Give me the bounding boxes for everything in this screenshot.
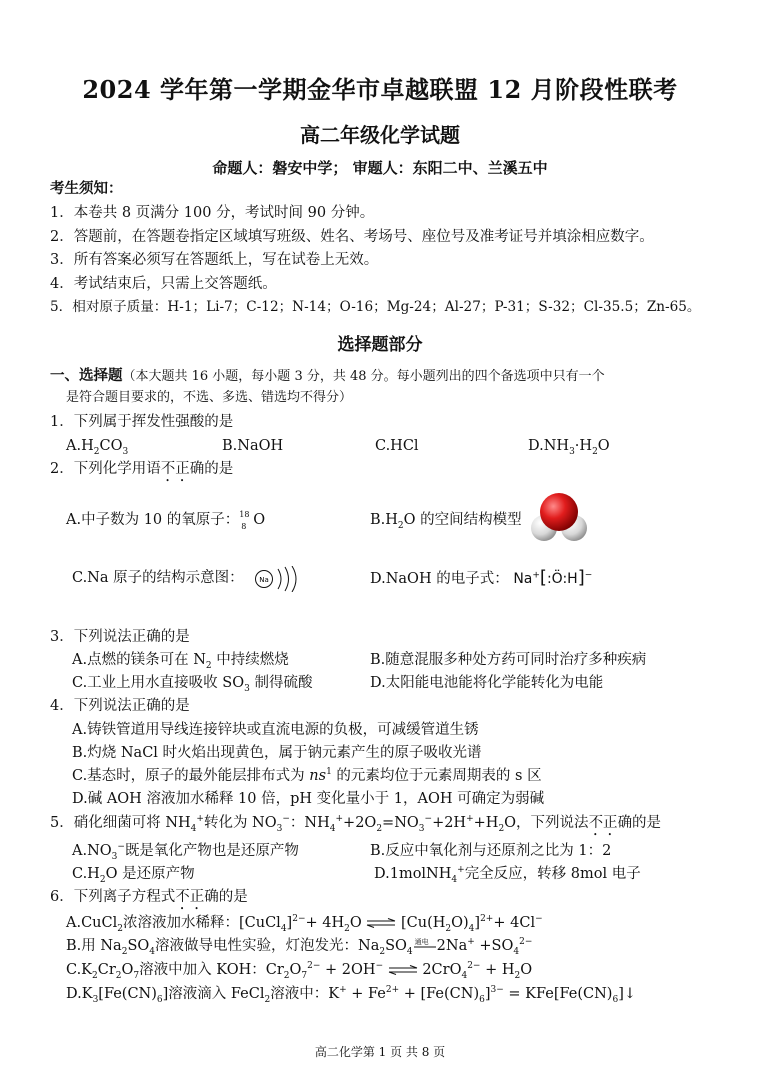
q6-option-b: B.用 $Na_2SO_4$溶液做导电性实验，灯泡发光：$Na_2SO_4$ 通电 $2Na^+ +SO_4^{2-}$ — [66, 937, 533, 957]
water-molecule-model-icon — [528, 490, 590, 546]
notice-item-1: 1．本卷共 8 页满分 100 分，考试时间 90 分钟。 — [50, 205, 375, 221]
q4-option-c: C.基态时，原子的最外能层排布式为 $ns^1$ 的元素均位于元素周期表的 s 区 — [72, 767, 542, 784]
q2-option-b: $B.H_2O$ 的空间结构模型 — [370, 512, 522, 531]
notice-item-3: 3．所有答案必须写在答题纸上，写在试卷上无效。 — [50, 252, 379, 268]
part-description: 一、选择题（本大题共 16 小题，每小题 3 分，共 48 分。每小题列出的四个备选项中只有一个 — [50, 367, 605, 384]
q1-option-d: $D.NH_3\cdot H_2O$ — [528, 438, 610, 457]
q5-option-a: $A.NO_3^-$既是氧化产物也是还原产物 — [72, 842, 299, 862]
notice-item-5: 5．相对原子质量：H-1；Li-7；C-12；N-14；O-16；Mg-24；Al-27；P-31；S-32；Cl-35.5；Zn-65。 — [50, 299, 701, 315]
q3-option-a: A.点燃的镁条可在 $N_2$ 中持续燃烧 — [72, 652, 289, 671]
section-heading: 选择题部分 — [337, 335, 423, 355]
q2-stem: 2．下列化学用语不正确的是 — [50, 461, 234, 477]
notice-item-2: 2．答题前，在答题卷指定区域填写班级、姓名、考场号、座位号及准考证号并填涂相应数字。 — [50, 229, 654, 245]
q6-option-a: A.CuCl$_2$浓溶液加水稀释：[CuCl$_4$]$^{2-}$+ $4H_2O$ $[Cu(H_2O)_4]^{2+}+ 4Cl^-$ — [66, 914, 543, 934]
q1-stem: 1．下列属于挥发性强酸的是 — [50, 414, 234, 430]
q4-stem: 4．下列说法正确的是 — [50, 698, 190, 714]
q3-option-b: B.随意混服多种处方药可同时治疗多种疾病 — [370, 652, 647, 668]
notice-label: 考生须知： — [50, 180, 123, 197]
q3-option-c: C.工业上用水直接吸收 $SO_3$ 制得硫酸 — [72, 675, 313, 694]
part-description-2: 是符合题目要求的，不选、多选、错选均不得分） — [66, 390, 353, 405]
equilibrium-arrow-icon — [366, 918, 396, 928]
q1-option-b: B.NaOH — [222, 438, 284, 454]
reaction-arrow-icon — [413, 939, 437, 953]
q4-option-d: D.碱 AOH 溶液加水稀释 10 倍，pH 变化量小于 1，AOH 可确定为弱碱 — [72, 791, 545, 807]
q5-option-d: D.1molNH$_4$+完全反应，转移 8mol 电子 — [374, 865, 641, 885]
q5-stem: 5．硝化细菌可将 $NH_4^+$转化为 $NO_3^-$：$NH_4^++2O_2=NO_3^-+2H^++H_2O$，下列说法不正确的是 — [50, 814, 662, 834]
q6-stem: 6．下列离子方程式不正确的是 — [50, 889, 248, 905]
exam-title: 2024 学年第一学期金华市卓越联盟 12 月阶段性联考 — [82, 75, 678, 104]
q5-option-b: B.反应中氧化剂与还原剂之比为 1：2 — [370, 843, 612, 859]
q1-option-a: $A.H_2CO_3$ — [66, 438, 129, 457]
part-label: 一、选择题 — [50, 367, 123, 384]
electron-formula: Na+[:Ö:H]− — [513, 567, 593, 588]
authors-line: 命题人：磐安中学； 审题人：东阳二中、兰溪五中 — [212, 159, 548, 177]
sodium-atom-diagram-icon — [254, 566, 304, 592]
q3-option-d: D.太阳能电池能将化学能转化为电能 — [370, 675, 604, 691]
q1-option-c: C.HCl — [375, 438, 419, 454]
notice-item-4: 4．考试结束后，只需上交答题纸。 — [50, 276, 277, 292]
q2-option-d: D.NaOH 的电子式： Na+[:Ö:H]− — [370, 567, 593, 588]
page-footer: 高二化学第 1 页 共 8 页 — [314, 1045, 446, 1059]
equilibrium-arrow-icon — [388, 965, 418, 975]
q6-option-c: $C.K_2Cr_2O_7$溶液中加入 KOH：$Cr_2O_7^{2-} + 2OH^-$ $2CrO_4^{2-} + H_2O$ — [66, 961, 533, 981]
q3-stem: 3．下列说法正确的是 — [50, 629, 190, 645]
q6-option-d: $D.K_3[Fe(CN)_6]$溶液滴入 FeCl$_2$溶液中：$K^+ + Fe^{2+} + [Fe(CN)_6]^{3-}$ = $KFe[Fe(CN)_6]↓$ — [66, 985, 637, 1005]
electrolysis-arrow: 通电 — [413, 939, 437, 953]
q2-option-c: C.Na 原子的结构示意图： — [72, 570, 244, 586]
q4-option-b: B.灼烧 NaCl 时火焰出现黄色，属于钠元素产生的原子吸收光谱 — [72, 745, 482, 761]
exam-subtitle: 高二年级化学试题 — [300, 123, 460, 147]
atom-nucleus-label: Na — [259, 576, 269, 584]
q5-option-c: $C.H_2O$ 是还原产物 — [72, 866, 195, 885]
q4-option-a: A.铸铁管道用导线连接锌块或直流电源的负极，可减缓管道生锈 — [72, 722, 479, 738]
q2-option-a: A.中子数为 10 的氧原子： 18 8 O — [66, 510, 266, 531]
